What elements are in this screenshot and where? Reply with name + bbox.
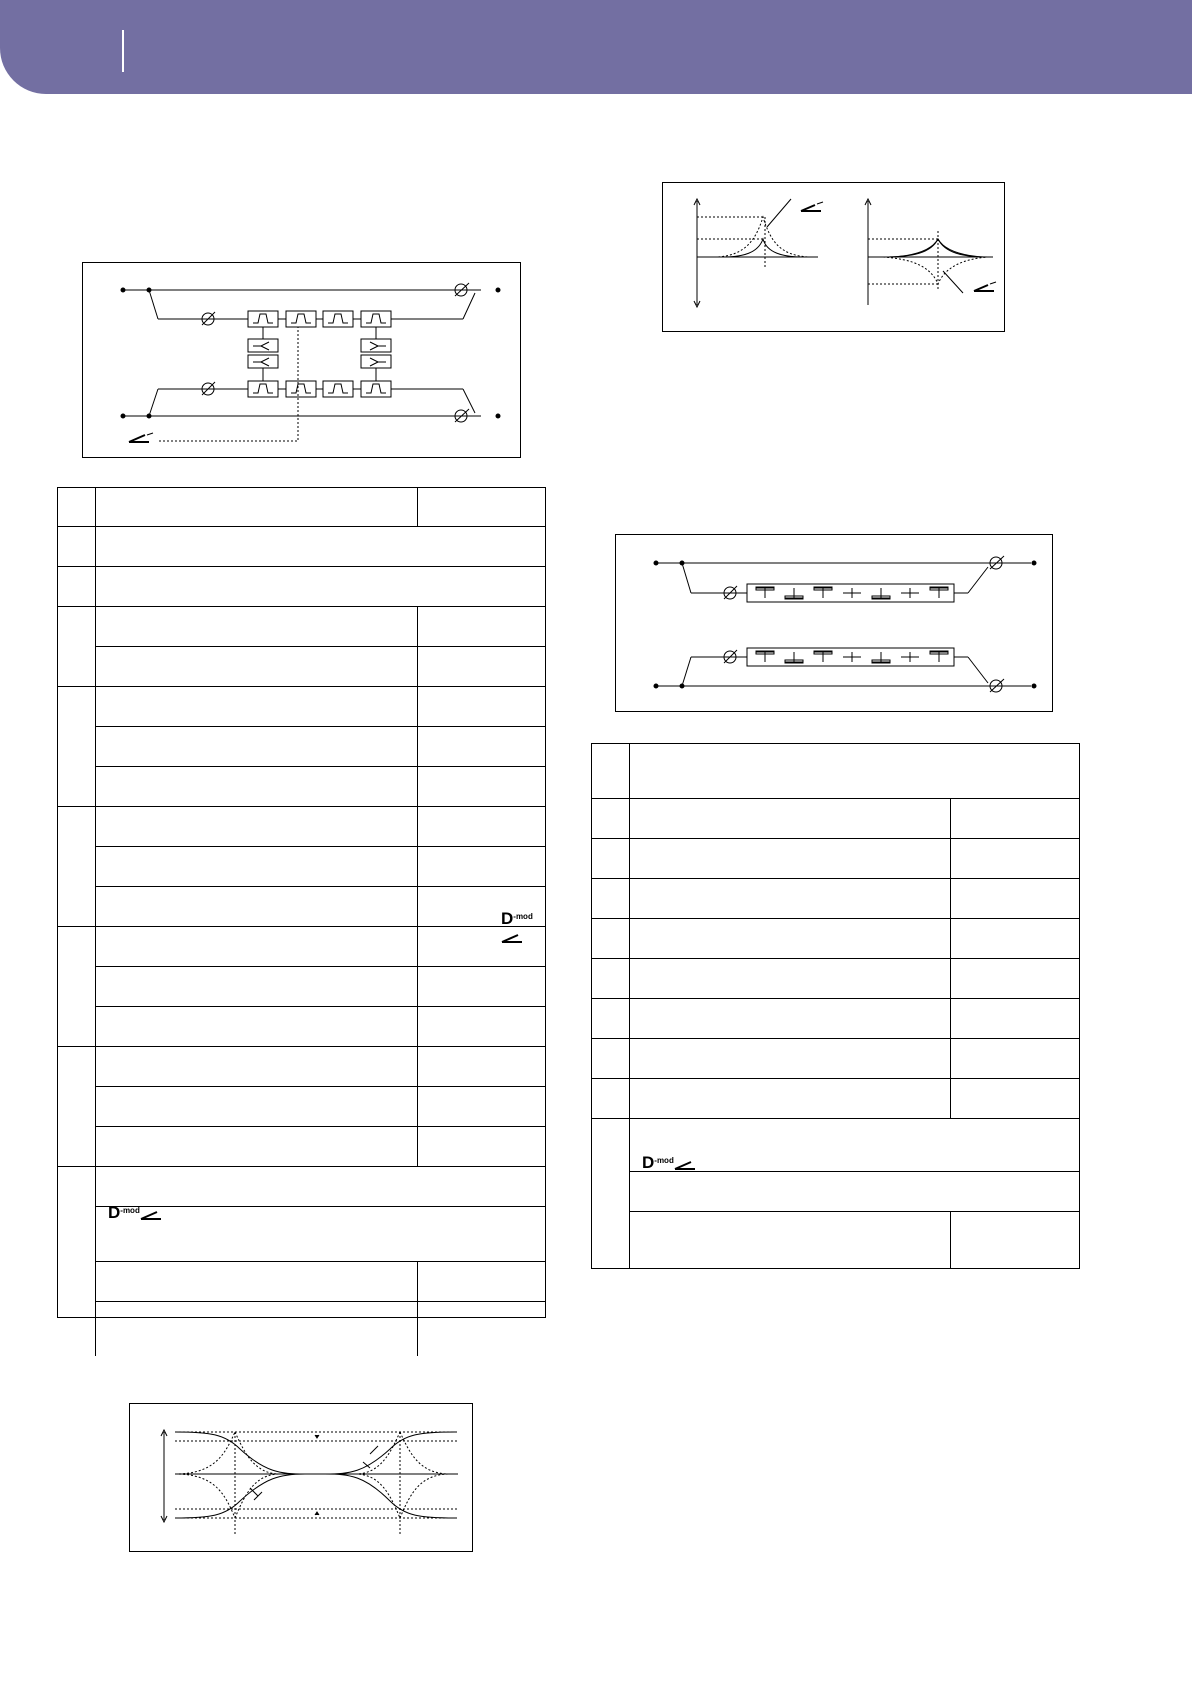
table-row-label <box>96 1127 418 1167</box>
table-row-label <box>630 1039 951 1079</box>
table-number-cell <box>592 1119 630 1268</box>
table-row-full <box>96 567 545 607</box>
table-row-value <box>951 1079 1079 1119</box>
table-row-full <box>630 1172 1079 1212</box>
table-row-value <box>951 839 1079 879</box>
table-row-label <box>96 1302 418 1356</box>
table-row-value <box>951 919 1079 959</box>
table-row-full <box>96 527 545 567</box>
phaser-block-diagram <box>82 262 521 458</box>
pedal-icon <box>501 930 523 944</box>
table-row-value <box>418 488 545 527</box>
table-row-value <box>418 1047 545 1087</box>
table-number-cell <box>592 799 630 839</box>
sweep-curve-svg <box>130 1404 474 1553</box>
table-row-value <box>951 799 1079 839</box>
table-row-label <box>96 1007 418 1047</box>
table-row-full <box>96 1167 545 1207</box>
table-row-value <box>951 999 1079 1039</box>
table-number-cell <box>592 1039 630 1079</box>
table-number-cell <box>592 999 630 1039</box>
table-row-value <box>418 1127 545 1167</box>
table-number-cell <box>592 1079 630 1119</box>
table-number-cell <box>592 744 630 799</box>
table-row-value <box>418 1302 545 1356</box>
table-row-value <box>418 607 545 647</box>
phaser-diagram-svg <box>83 263 522 459</box>
dmod-label: D <box>108 1203 121 1222</box>
table-number-cell <box>592 959 630 999</box>
table-row-label <box>96 847 418 887</box>
table-row-label <box>630 839 951 879</box>
pedal-icon <box>140 1207 162 1221</box>
table-row-label <box>630 879 951 919</box>
table-row-full <box>630 1119 1079 1172</box>
table-row-label <box>96 647 418 687</box>
table-number-cell <box>58 1047 96 1167</box>
table-row-value <box>951 879 1079 919</box>
table-row-label <box>630 799 951 839</box>
table-row-label <box>96 687 418 727</box>
pedal-icon <box>129 433 153 442</box>
page-header-band <box>0 0 1192 94</box>
table-row-label <box>630 1079 951 1119</box>
table-row-value <box>951 959 1079 999</box>
table-row-label <box>96 1047 418 1087</box>
table-row-label <box>630 919 951 959</box>
table-row-label <box>96 1262 418 1302</box>
pedal-icon <box>801 202 996 291</box>
dmod-pedal-icon <box>108 1204 162 1221</box>
table-row-label <box>96 967 418 1007</box>
dmod-pedal-icon <box>501 910 545 944</box>
table-number-cell <box>58 527 96 567</box>
table-row-value <box>951 1039 1079 1079</box>
table-row-full <box>96 1207 545 1262</box>
header-divider <box>122 30 124 72</box>
table-number-cell <box>592 839 630 879</box>
table-row-full <box>630 744 1079 799</box>
table-row-label <box>630 999 951 1039</box>
table-row-value <box>418 687 545 727</box>
dmod-sup: -mod <box>654 1156 674 1165</box>
eq-chain-diagram <box>615 534 1053 712</box>
table-row-value <box>418 967 545 1007</box>
table-row-label <box>96 727 418 767</box>
resonance-graph <box>662 182 1005 332</box>
eq-chain-svg <box>616 535 1054 713</box>
table-row-value <box>418 767 545 807</box>
table-number-cell <box>58 607 96 687</box>
table-row-value <box>418 647 545 687</box>
table-row-label <box>630 1212 951 1268</box>
parameter-table-left <box>57 487 546 1318</box>
table-row-value <box>418 1007 545 1047</box>
dmod-sup: -mod <box>513 912 533 921</box>
resonance-graph-svg <box>663 183 1006 333</box>
table-row-value <box>418 807 545 847</box>
table-row-label <box>630 959 951 999</box>
table-number-cell <box>58 927 96 1047</box>
table-row-value <box>951 1212 1079 1268</box>
table-row-value <box>418 727 545 767</box>
table-row-value <box>418 1262 545 1302</box>
sweep-curve-graph <box>129 1403 473 1552</box>
dmod-label: D <box>501 909 514 928</box>
table-number-cell <box>58 488 96 527</box>
table-row-label <box>96 927 418 967</box>
table-number-cell <box>58 1167 96 1356</box>
pedal-icon <box>674 1157 696 1171</box>
table-number-cell <box>58 567 96 607</box>
table-row-label <box>96 1087 418 1127</box>
table-row-label <box>96 887 418 927</box>
table-row-label <box>96 488 418 527</box>
dmod-pedal-icon <box>642 1154 696 1171</box>
table-number-cell <box>592 919 630 959</box>
table-row-label <box>96 807 418 847</box>
table-number-cell <box>58 807 96 927</box>
table-row-value <box>418 847 545 887</box>
parameter-table-right <box>591 743 1080 1269</box>
table-number-cell <box>592 879 630 919</box>
table-row-label <box>96 607 418 647</box>
table-row-label <box>96 767 418 807</box>
dmod-label: D <box>642 1153 655 1172</box>
dmod-sup: -mod <box>120 1206 140 1215</box>
table-row-value <box>418 1087 545 1127</box>
table-number-cell <box>58 687 96 807</box>
